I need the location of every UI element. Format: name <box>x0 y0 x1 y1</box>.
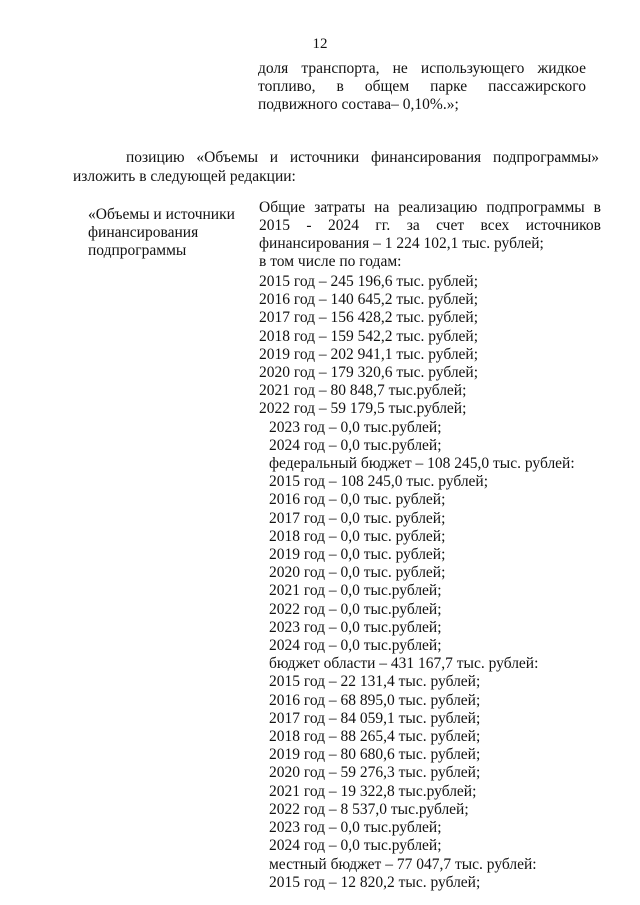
funding-line: 2016 год – 140 645,2 тыс. рублей; <box>259 291 479 309</box>
funding-line: 2017 год – 84 059,1 тыс. рублей; <box>269 709 481 727</box>
funding-line: 2017 год – 156 428,2 тыс. рублей; <box>259 309 479 327</box>
funding-source-heading: местный бюджет – 77 047,7 тыс. рублей: <box>269 855 537 873</box>
funding-line: 2015 год – 12 820,2 тыс. рублей; <box>269 873 481 891</box>
funding-line: 2019 год – 80 680,6 тыс. рублей; <box>269 746 481 764</box>
funding-line: 2020 год – 0,0 тыс. рублей; <box>269 564 446 582</box>
funding-line: 2018 год – 0,0 тыс. рублей; <box>269 527 446 545</box>
text-line: финансирования <box>88 224 199 241</box>
text-line: изложить в следующей редакции: <box>73 168 296 185</box>
funding-line: 2016 год – 0,0 тыс. рублей; <box>269 491 446 509</box>
funding-source-heading: федеральный бюджет – 108 245,0 тыс. рублей: <box>269 455 575 473</box>
funding-source-heading: бюджет области – 431 167,7 тыс. рублей: <box>269 655 539 673</box>
funding-line: 2021 год – 80 848,7 тыс.рублей; <box>259 382 467 400</box>
funding-line: 2023 год – 0,0 тыс.рублей; <box>269 618 442 636</box>
funding-by-year-list <box>259 273 601 892</box>
funding-line: 2020 год – 179 320,6 тыс. рублей; <box>259 364 479 382</box>
text-line: позицию «Объемы и источники финансирования подпрограммы» <box>126 149 599 166</box>
position-label <box>88 206 248 260</box>
text-line: топливо, в общем парке пассажирского <box>258 78 586 95</box>
funding-line: 2021 год – 19 322,8 тыс.рублей; <box>269 782 477 800</box>
text-line: Общие затраты на реализацию подпрограммы в <box>259 199 601 216</box>
funding-line: 2020 год – 59 276,3 тыс. рублей; <box>269 764 481 782</box>
text-line: «Объемы и источники <box>88 206 235 223</box>
funding-line: 2021 год – 0,0 тыс.рублей; <box>269 582 442 600</box>
funding-summary <box>259 199 601 271</box>
funding-line: 2024 год – 0,0 тыс.рублей; <box>269 436 442 454</box>
funding-line: 2022 год – 0,0 тыс.рублей; <box>269 600 442 618</box>
funding-line: 2017 год – 0,0 тыс. рублей; <box>269 509 446 527</box>
funding-line: 2024 год – 0,0 тыс.рублей; <box>269 637 442 655</box>
text-line: в том числе по годам: <box>259 253 402 270</box>
page-number: 12 <box>312 36 328 52</box>
funding-line: 2019 год – 202 941,1 тыс. рублей; <box>259 345 479 363</box>
text-line: доля транспорта, не использующего жидкое <box>258 60 586 77</box>
funding-line: 2022 год – 8 537,0 тыс.рублей; <box>269 800 469 818</box>
text-line: 2015 - 2024 гг. за счет всех источников <box>259 217 601 234</box>
funding-line: 2023 год – 0,0 тыс.рублей; <box>269 819 442 837</box>
funding-line: 2016 год – 68 895,0 тыс. рублей; <box>269 691 481 709</box>
funding-line: 2018 год – 159 542,2 тыс. рублей; <box>259 327 479 345</box>
previous-item-continuation <box>258 60 586 114</box>
funding-line: 2022 год – 59 179,5 тыс.рублей; <box>259 400 467 418</box>
funding-line: 2015 год – 245 196,6 тыс. рублей; <box>259 273 479 290</box>
funding-line: 2019 год – 0,0 тыс. рублей; <box>269 546 446 564</box>
funding-line: 2023 год – 0,0 тыс.рублей; <box>269 418 442 436</box>
funding-line: 2015 год – 22 131,4 тыс. рублей; <box>269 673 481 691</box>
text-line: подвижного состава– 0,10%.»; <box>258 96 459 113</box>
text-line: финансирования – 1 224 102,1 тыс. рублей; <box>259 235 544 252</box>
text-line: подпрограммы <box>88 242 187 259</box>
funding-line: 2018 год – 88 265,4 тыс. рублей; <box>269 728 481 746</box>
funding-line: 2015 год – 108 245,0 тыс. рублей; <box>269 473 489 491</box>
funding-line: 2024 год – 0,0 тыс.рублей; <box>269 837 442 855</box>
amendment-instruction <box>73 148 599 186</box>
